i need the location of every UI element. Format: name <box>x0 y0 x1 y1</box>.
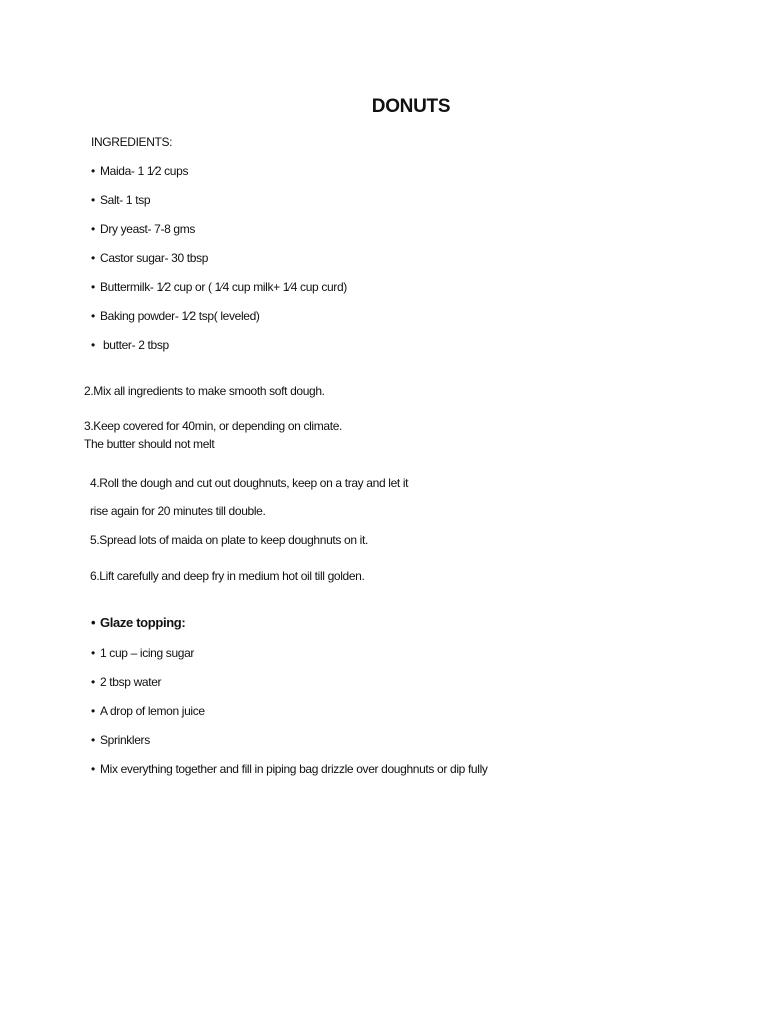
bullet: • <box>91 646 95 660</box>
bullet: • <box>91 762 95 776</box>
list-item <box>91 309 260 323</box>
item-text: Dry yeast- 7-8 gms <box>100 222 196 236</box>
item-text: 1 cup – icing sugar <box>100 646 195 660</box>
bullet: • <box>91 251 95 265</box>
step-3-note: The butter should not melt <box>84 437 215 451</box>
item-text: Salt- 1 tsp <box>100 193 151 207</box>
list-item <box>91 222 195 236</box>
item-text: Baking powder- 1⁄2 tsp( leveled) <box>100 309 260 323</box>
list-item <box>91 646 194 660</box>
list-item <box>91 251 208 265</box>
item-text: 2 tbsp water <box>100 675 162 689</box>
glaze-heading-text: Glaze topping: <box>100 615 186 630</box>
bullet: • <box>91 675 95 689</box>
list-item <box>91 193 150 207</box>
item-text: Castor sugar- 30 tbsp <box>100 251 209 265</box>
list-item <box>91 164 188 178</box>
item-text: Maida- 1 1⁄2 cups <box>100 164 189 178</box>
step-4-cont: rise again for 20 minutes till double. <box>90 504 266 518</box>
step-6: 6.Lift carefully and deep fry in medium hot oil till golden. <box>90 569 365 583</box>
bullet: • <box>91 193 95 207</box>
item-text: Sprinklers <box>100 733 150 747</box>
glaze-heading <box>91 616 185 630</box>
item-text: A drop of lemon juice <box>100 704 205 718</box>
list-item <box>91 704 205 718</box>
bullet: • <box>91 733 95 747</box>
step-5: 5.Spread lots of maida on plate to keep doughnuts on it. <box>90 533 368 547</box>
page-title: DONUTS <box>371 96 451 117</box>
list-item <box>91 280 347 294</box>
bullet: • <box>91 222 95 236</box>
list-item <box>91 338 169 352</box>
bullet: • <box>91 338 95 352</box>
list-item <box>91 733 150 747</box>
item-text: Buttermilk- 1⁄2 cup or ( 1⁄4 cup milk+ 1⁄4 cup curd) <box>100 280 347 294</box>
bullet: • <box>91 704 95 718</box>
bullet: • <box>91 309 95 323</box>
bullet: • <box>91 164 95 178</box>
item-text: Mix everything together and fill in piping bag drizzle over doughnuts or dip fully <box>100 762 488 776</box>
ingredients-heading: INGREDIENTS: <box>91 135 173 149</box>
list-item <box>91 675 161 689</box>
step-2: 2.Mix all ingredients to make smooth soft dough. <box>84 384 325 398</box>
item-text: butter- 2 tbsp <box>100 338 169 352</box>
bullet: • <box>91 615 96 630</box>
step-3: 3.Keep covered for 40min, or depending on climate. <box>84 419 343 433</box>
step-4: 4.Roll the dough and cut out doughnuts, keep on a tray and let it <box>90 476 409 490</box>
list-item <box>91 762 488 776</box>
bullet: • <box>91 280 95 294</box>
